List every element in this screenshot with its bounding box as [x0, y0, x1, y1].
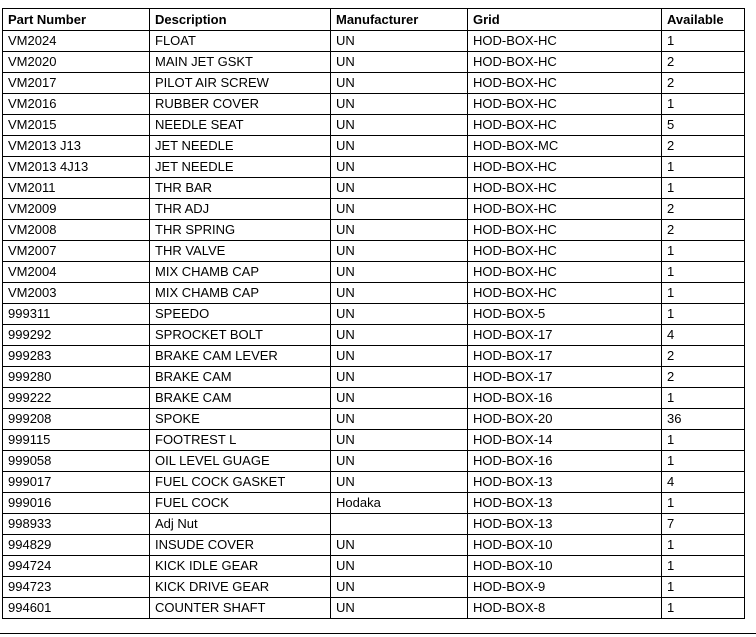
grid-cell[interactable]: HOD-BOX-HC: [468, 52, 662, 73]
bottom-divider: [0, 633, 756, 634]
table-row: [3, 304, 745, 325]
part-number-cell[interactable]: VM2020: [3, 52, 150, 73]
available-cell[interactable]: 1: [662, 556, 745, 577]
manufacturer-cell[interactable]: UN: [331, 136, 468, 157]
part-number-cell[interactable]: VM2013 4J13: [3, 157, 150, 178]
grid-cell[interactable]: HOD-BOX-MC: [468, 136, 662, 157]
available-cell[interactable]: 1: [662, 283, 745, 304]
manufacturer-cell[interactable]: UN: [331, 52, 468, 73]
available-cell[interactable]: 2: [662, 199, 745, 220]
available-cell[interactable]: 2: [662, 220, 745, 241]
manufacturer-cell[interactable]: Hodaka: [331, 493, 468, 514]
parts-inventory-table: [2, 8, 745, 619]
available-cell[interactable]: 4: [662, 325, 745, 346]
manufacturer-cell[interactable]: UN: [331, 388, 468, 409]
header-manufacturer[interactable]: Manufacturer: [331, 9, 468, 31]
description-cell[interactable]: OIL LEVEL GUAGE: [150, 451, 331, 472]
part-number-cell[interactable]: 994723: [3, 577, 150, 598]
description-cell[interactable]: SPOKE: [150, 409, 331, 430]
available-cell[interactable]: 1: [662, 94, 745, 115]
table-row: [3, 430, 745, 451]
part-number-cell[interactable]: VM2016: [3, 94, 150, 115]
part-number-cell[interactable]: 999311: [3, 304, 150, 325]
description-cell[interactable]: THR BAR: [150, 178, 331, 199]
table-row: [3, 178, 745, 199]
description-cell[interactable]: FOOTREST L: [150, 430, 331, 451]
manufacturer-cell[interactable]: UN: [331, 430, 468, 451]
table-row: [3, 115, 745, 136]
part-number-cell[interactable]: 994601: [3, 598, 150, 619]
part-number-cell[interactable]: VM2008: [3, 220, 150, 241]
description-cell[interactable]: MAIN JET GSKT: [150, 52, 331, 73]
table-row: [3, 52, 745, 73]
grid-cell[interactable]: HOD-BOX-10: [468, 556, 662, 577]
manufacturer-cell[interactable]: UN: [331, 304, 468, 325]
part-number-cell[interactable]: 999017: [3, 472, 150, 493]
description-cell[interactable]: RUBBER COVER: [150, 94, 331, 115]
manufacturer-cell[interactable]: UN: [331, 409, 468, 430]
description-cell[interactable]: SPROCKET BOLT: [150, 325, 331, 346]
header-grid[interactable]: Grid: [468, 9, 662, 31]
available-cell[interactable]: 36: [662, 409, 745, 430]
description-cell[interactable]: INSUDE COVER: [150, 535, 331, 556]
grid-cell[interactable]: HOD-BOX-HC: [468, 73, 662, 94]
table-row: [3, 157, 745, 178]
available-cell[interactable]: 1: [662, 493, 745, 514]
table-row: [3, 388, 745, 409]
manufacturer-cell[interactable]: UN: [331, 367, 468, 388]
table-row: [3, 241, 745, 262]
header-row: [3, 9, 745, 31]
part-number-cell[interactable]: VM2007: [3, 241, 150, 262]
header-available[interactable]: Available: [662, 9, 745, 31]
manufacturer-cell[interactable]: UN: [331, 325, 468, 346]
manufacturer-cell[interactable]: UN: [331, 556, 468, 577]
description-cell[interactable]: THR VALVE: [150, 241, 331, 262]
part-number-cell[interactable]: VM2004: [3, 262, 150, 283]
description-cell[interactable]: JET NEEDLE: [150, 157, 331, 178]
table-row: [3, 556, 745, 577]
description-cell[interactable]: KICK IDLE GEAR: [150, 556, 331, 577]
table-row: [3, 598, 745, 619]
manufacturer-cell[interactable]: UN: [331, 220, 468, 241]
manufacturer-cell[interactable]: UN: [331, 73, 468, 94]
description-cell[interactable]: THR SPRING: [150, 220, 331, 241]
grid-cell[interactable]: HOD-BOX-16: [468, 451, 662, 472]
manufacturer-cell[interactable]: UN: [331, 577, 468, 598]
table-row: [3, 73, 745, 94]
description-cell[interactable]: Adj Nut: [150, 514, 331, 535]
part-number-cell[interactable]: 999283: [3, 346, 150, 367]
manufacturer-cell[interactable]: UN: [331, 598, 468, 619]
grid-cell[interactable]: HOD-BOX-HC: [468, 115, 662, 136]
part-number-cell[interactable]: VM2011: [3, 178, 150, 199]
manufacturer-cell[interactable]: UN: [331, 346, 468, 367]
available-cell[interactable]: 1: [662, 535, 745, 556]
available-cell[interactable]: 1: [662, 577, 745, 598]
manufacturer-cell[interactable]: UN: [331, 94, 468, 115]
grid-cell[interactable]: HOD-BOX-13: [468, 493, 662, 514]
part-number-cell[interactable]: VM2003: [3, 283, 150, 304]
part-number-cell[interactable]: VM2009: [3, 199, 150, 220]
description-cell[interactable]: BRAKE CAM: [150, 367, 331, 388]
header-description[interactable]: Description: [150, 9, 331, 31]
available-cell[interactable]: 7: [662, 514, 745, 535]
grid-cell[interactable]: HOD-BOX-HC: [468, 262, 662, 283]
grid-cell[interactable]: HOD-BOX-17: [468, 367, 662, 388]
table-row: [3, 31, 745, 52]
part-number-cell[interactable]: VM2013 J13: [3, 136, 150, 157]
grid-cell[interactable]: HOD-BOX-13: [468, 472, 662, 493]
part-number-cell[interactable]: 999280: [3, 367, 150, 388]
table-row: [3, 514, 745, 535]
description-cell[interactable]: JET NEEDLE: [150, 136, 331, 157]
part-number-cell[interactable]: 999115: [3, 430, 150, 451]
grid-cell[interactable]: HOD-BOX-13: [468, 514, 662, 535]
part-number-cell[interactable]: VM2015: [3, 115, 150, 136]
table-row: [3, 493, 745, 514]
available-cell[interactable]: 2: [662, 73, 745, 94]
grid-cell[interactable]: HOD-BOX-HC: [468, 31, 662, 52]
available-cell[interactable]: 1: [662, 241, 745, 262]
grid-cell[interactable]: HOD-BOX-HC: [468, 157, 662, 178]
available-cell[interactable]: 2: [662, 52, 745, 73]
manufacturer-cell[interactable]: UN: [331, 178, 468, 199]
available-cell[interactable]: 2: [662, 136, 745, 157]
part-number-cell[interactable]: 999016: [3, 493, 150, 514]
manufacturer-cell[interactable]: UN: [331, 262, 468, 283]
grid-cell[interactable]: HOD-BOX-HC: [468, 199, 662, 220]
table-row: [3, 451, 745, 472]
description-cell[interactable]: BRAKE CAM LEVER: [150, 346, 331, 367]
grid-cell[interactable]: HOD-BOX-9: [468, 577, 662, 598]
description-cell[interactable]: FLOAT: [150, 31, 331, 52]
grid-cell[interactable]: HOD-BOX-HC: [468, 178, 662, 199]
manufacturer-cell[interactable]: [331, 514, 468, 535]
grid-cell[interactable]: HOD-BOX-8: [468, 598, 662, 619]
grid-cell[interactable]: HOD-BOX-HC: [468, 241, 662, 262]
table-row: [3, 367, 745, 388]
part-number-cell[interactable]: 994829: [3, 535, 150, 556]
available-cell[interactable]: 4: [662, 472, 745, 493]
table-row: [3, 220, 745, 241]
available-cell[interactable]: 1: [662, 157, 745, 178]
table-row: [3, 577, 745, 598]
manufacturer-cell[interactable]: UN: [331, 241, 468, 262]
description-cell[interactable]: NEEDLE SEAT: [150, 115, 331, 136]
header-part-number[interactable]: Part Number: [3, 9, 150, 31]
grid-cell[interactable]: HOD-BOX-HC: [468, 220, 662, 241]
description-cell[interactable]: KICK DRIVE GEAR: [150, 577, 331, 598]
available-cell[interactable]: 1: [662, 451, 745, 472]
manufacturer-cell[interactable]: UN: [331, 283, 468, 304]
part-number-cell[interactable]: VM2024: [3, 31, 150, 52]
available-cell[interactable]: 2: [662, 367, 745, 388]
description-cell[interactable]: SPEEDO: [150, 304, 331, 325]
available-cell[interactable]: 1: [662, 430, 745, 451]
available-cell[interactable]: 2: [662, 346, 745, 367]
manufacturer-cell[interactable]: UN: [331, 472, 468, 493]
table-row: [3, 283, 745, 304]
available-cell[interactable]: 1: [662, 262, 745, 283]
description-cell[interactable]: FUEL COCK GASKET: [150, 472, 331, 493]
description-cell[interactable]: COUNTER SHAFT: [150, 598, 331, 619]
manufacturer-cell[interactable]: UN: [331, 115, 468, 136]
table-row: [3, 94, 745, 115]
grid-cell[interactable]: HOD-BOX-HC: [468, 283, 662, 304]
available-cell[interactable]: 1: [662, 178, 745, 199]
part-number-cell[interactable]: VM2017: [3, 73, 150, 94]
grid-cell[interactable]: HOD-BOX-16: [468, 388, 662, 409]
part-number-cell[interactable]: 999292: [3, 325, 150, 346]
available-cell[interactable]: 1: [662, 304, 745, 325]
description-cell[interactable]: FUEL COCK: [150, 493, 331, 514]
part-number-cell[interactable]: 999058: [3, 451, 150, 472]
grid-cell[interactable]: HOD-BOX-20: [468, 409, 662, 430]
table-row: [3, 199, 745, 220]
table-row: [3, 262, 745, 283]
table-row: [3, 535, 745, 556]
grid-cell[interactable]: HOD-BOX-5: [468, 304, 662, 325]
grid-cell[interactable]: HOD-BOX-HC: [468, 94, 662, 115]
available-cell[interactable]: 1: [662, 388, 745, 409]
manufacturer-cell[interactable]: UN: [331, 31, 468, 52]
table-row: [3, 136, 745, 157]
available-cell[interactable]: 1: [662, 31, 745, 52]
grid-cell[interactable]: HOD-BOX-17: [468, 346, 662, 367]
description-cell[interactable]: MIX CHAMB CAP: [150, 283, 331, 304]
part-number-cell[interactable]: 994724: [3, 556, 150, 577]
part-number-cell[interactable]: 999208: [3, 409, 150, 430]
part-number-cell[interactable]: 998933: [3, 514, 150, 535]
table-row: [3, 325, 745, 346]
available-cell[interactable]: 5: [662, 115, 745, 136]
grid-cell[interactable]: HOD-BOX-17: [468, 325, 662, 346]
manufacturer-cell[interactable]: UN: [331, 451, 468, 472]
manufacturer-cell[interactable]: UN: [331, 535, 468, 556]
part-number-cell[interactable]: 999222: [3, 388, 150, 409]
table-row: [3, 472, 745, 493]
table-row: [3, 409, 745, 430]
table-body: [3, 31, 745, 619]
description-cell[interactable]: THR ADJ: [150, 199, 331, 220]
grid-cell[interactable]: HOD-BOX-10: [468, 535, 662, 556]
table-row: [3, 346, 745, 367]
description-cell[interactable]: MIX CHAMB CAP: [150, 262, 331, 283]
grid-cell[interactable]: HOD-BOX-14: [468, 430, 662, 451]
available-cell[interactable]: 1: [662, 598, 745, 619]
description-cell[interactable]: BRAKE CAM: [150, 388, 331, 409]
manufacturer-cell[interactable]: UN: [331, 157, 468, 178]
description-cell[interactable]: PILOT AIR SCREW: [150, 73, 331, 94]
manufacturer-cell[interactable]: UN: [331, 199, 468, 220]
